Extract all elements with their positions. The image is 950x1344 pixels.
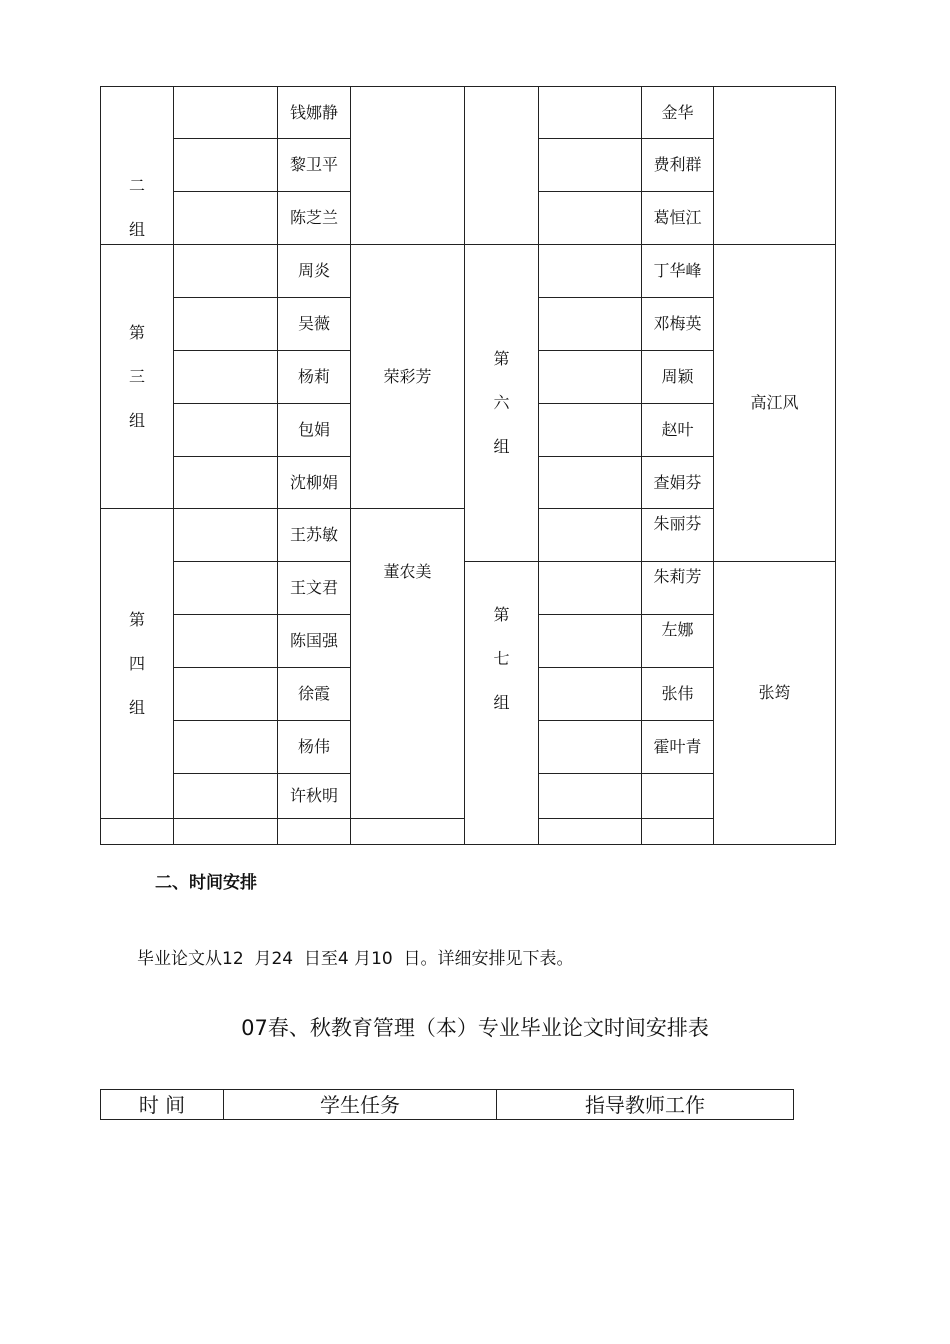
table-cell: [538, 297, 642, 351]
group-label: 二 组: [128, 175, 145, 239]
student-name: 王文君: [277, 561, 351, 615]
student-name: 杨莉: [277, 350, 351, 404]
student-name: 查娟芬: [641, 456, 714, 509]
table-cell: [173, 667, 278, 721]
student-name: 丁华峰: [641, 244, 714, 298]
group-label: 第 四 组: [100, 508, 174, 819]
table-cell: [641, 818, 714, 845]
schedule-table-title: 07春、秋教育管理（本）专业毕业论文时间安排表: [241, 1016, 709, 1040]
table-cell: [173, 561, 278, 615]
table-cell: [173, 773, 278, 819]
table-cell: [538, 773, 642, 819]
table-cell: [538, 403, 642, 457]
table-cell: [538, 614, 642, 668]
student-name: 邓梅英: [641, 297, 714, 351]
schedule-header-time: 时 间: [100, 1089, 224, 1120]
student-name: 朱丽芬: [641, 508, 714, 562]
advisor-name: 董农美: [350, 508, 465, 819]
advisor-cell: [713, 86, 836, 245]
table-cell: [538, 818, 642, 845]
advisor-name: 高江风: [713, 244, 836, 562]
table-cell: [538, 350, 642, 404]
student-name: 朱莉芳: [641, 561, 714, 615]
table-cell: [173, 350, 278, 404]
student-name: 黎卫平: [277, 138, 351, 192]
student-name: 葛恒江: [641, 191, 714, 245]
table-cell: [538, 138, 642, 192]
schedule-header-student-tasks: 学生任务: [223, 1089, 497, 1120]
group-label: 第 七 组: [464, 561, 539, 845]
table-cell: [538, 244, 642, 298]
table-cell: [538, 508, 642, 562]
student-name: 包娟: [277, 403, 351, 457]
table-cell: [173, 138, 278, 192]
table-cell: [173, 86, 278, 139]
table-cell: [173, 297, 278, 351]
student-name: 左娜: [641, 614, 714, 668]
student-name: 费利群: [641, 138, 714, 192]
student-name: 许秋明: [277, 773, 351, 819]
student-name: 王苏敏: [277, 508, 351, 562]
student-name: 徐霞: [277, 667, 351, 721]
schedule-header-teacher-work: 指导教师工作: [496, 1089, 794, 1120]
student-name: 杨伟: [277, 720, 351, 774]
table-cell: [173, 244, 278, 298]
intro-paragraph: 毕业论文从12 月24 日至4 月10 日。详细安排见下表。: [137, 949, 574, 969]
student-name: 陈国强: [277, 614, 351, 668]
table-cell: [173, 403, 278, 457]
group-label: 第 三 组: [100, 244, 174, 509]
table-cell: [538, 456, 642, 509]
student-name: 钱娜静: [277, 86, 351, 139]
student-name: 陈芝兰: [277, 191, 351, 245]
table-cell: [173, 818, 278, 845]
table-cell: [538, 191, 642, 245]
table-cell: [173, 614, 278, 668]
advisor-cell: [350, 86, 465, 245]
student-name: 周颖: [641, 350, 714, 404]
table-cell: [538, 86, 642, 139]
student-name: 霍叶青: [641, 720, 714, 774]
student-name: 赵叶: [641, 403, 714, 457]
table-cell: [173, 191, 278, 245]
table-cell: [641, 773, 714, 819]
table-cell: [350, 818, 465, 845]
student-name: 周炎: [277, 244, 351, 298]
table-cell: [538, 667, 642, 721]
student-name: 金华: [641, 86, 714, 139]
advisor-name: 张筠: [713, 561, 836, 845]
table-cell: [277, 818, 351, 845]
section-heading: 二、时间安排: [155, 873, 257, 893]
table-cell: [173, 720, 278, 774]
table-cell: [538, 720, 642, 774]
group-label: 第 六 组: [464, 244, 539, 562]
table-cell: [538, 561, 642, 615]
table-cell: [173, 456, 278, 509]
student-name: 沈柳娟: [277, 456, 351, 509]
table-cell: [173, 508, 278, 562]
group-label-cell: [464, 86, 539, 245]
table-cell: [100, 818, 174, 845]
student-name: 张伟: [641, 667, 714, 721]
advisor-name: 荣彩芳: [350, 244, 465, 509]
student-name: 吴薇: [277, 297, 351, 351]
